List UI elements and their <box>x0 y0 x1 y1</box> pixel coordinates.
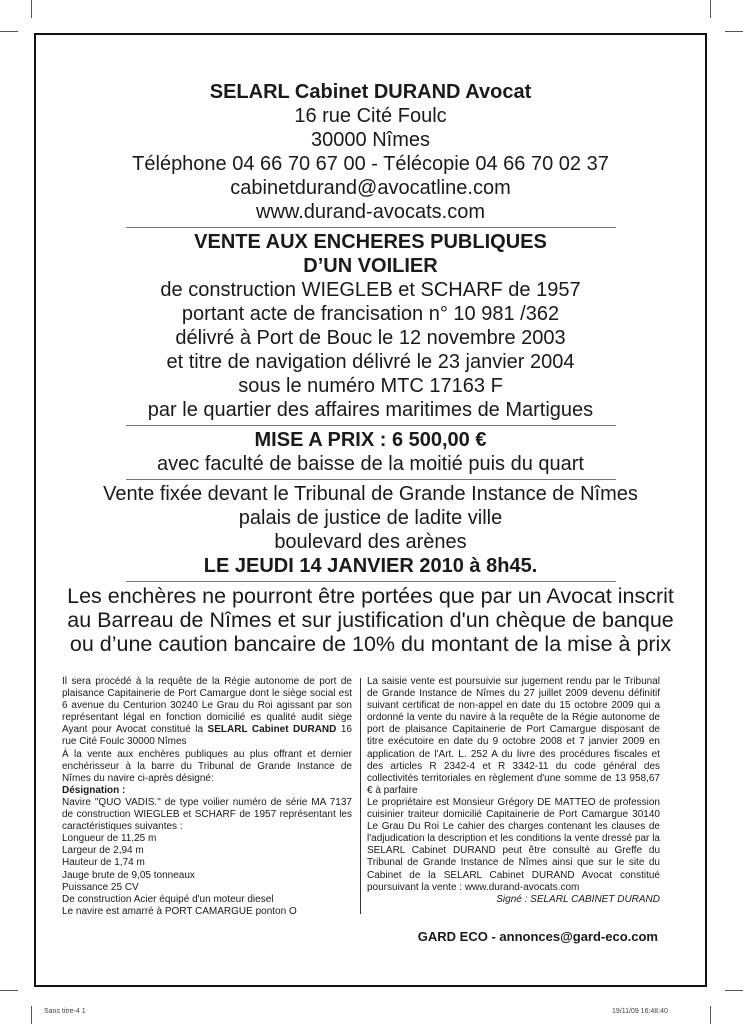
firm-name: SELARL Cabinet DURAND Avocat <box>209 81 532 103</box>
divider <box>126 425 616 426</box>
sale-detail: par le quartier des affaires maritimes de Martigues <box>147 399 594 421</box>
crop-mark <box>0 990 18 991</box>
announcement-header <box>34 80 707 656</box>
sale-date: LE JEUDI 14 JANVIER 2010 à 8h45. <box>203 555 538 577</box>
firm-address-street: 16 rue Cité Foulc <box>294 105 447 127</box>
sale-detail: et titre de navigation délivré le 23 janvier 2004 <box>166 351 575 373</box>
sale-detail: sous le numéro MTC 17163 F <box>238 375 503 397</box>
auction-paragraph: À la vente aux enchères publiques au plus offrant et dernier enchérisseur à la barre du Tribunal de Grande Instance de Nîmes du navire ci-après désigné: <box>62 748 352 784</box>
venue-line: palais de justice de ladite ville <box>238 507 503 529</box>
column-divider <box>360 678 361 914</box>
firm-bold: SELARL Cabinet DURAND <box>207 724 337 736</box>
crop-mark <box>710 0 711 18</box>
firm-website: www.durand-avocats.com <box>256 201 485 223</box>
sale-subtitle: D’UN VOILIER <box>303 255 438 277</box>
firm-email: cabinetdurand@avocatline.com <box>230 177 511 199</box>
crop-mark <box>725 31 743 32</box>
crop-mark <box>0 31 18 32</box>
publication-credit: GARD ECO - annonces@gard-eco.com <box>417 929 658 944</box>
spec-line: Largeur de 2,94 m <box>62 845 144 857</box>
vessel-description: Navire "QUO VADIS." de type voilier numéro de série MA 7137 de construction WIEGLEB et SCHARF de 1957 représentant les caractéristiques suivantes : <box>62 796 352 833</box>
spec-line: Jauge brute de 9,05 tonneaux <box>62 869 195 881</box>
spec-line: Puissance 25 CV <box>62 881 139 893</box>
spec-line: De construction Acier équipé d'un moteur diesel <box>62 893 274 905</box>
sale-title: VENTE AUX ENCHERES PUBLIQUES <box>194 231 547 253</box>
venue-line: Vente fixée devant le Tribunal de Grande Instance de Nîmes <box>103 483 638 505</box>
reserve-price: MISE A PRIX : 6 500,00 € <box>254 429 487 451</box>
seizure-paragraph: La saisie vente est poursuivie sur jugement rendu par le Tribunal de Grande Instance de Nîmes du 27 juillet 2009 devenu définitif suivant certificat de non-appel en date du 15 octobre 2009 qui a ordonné la vente du navire à la requête de la Régie autonome de port de plaisance Capitainerie de Port Camargue disposant de titre exécutoire en date du 9 octobre 2008 et 7 janvier 2009 en application de l'Art. L. 252 A du livre des procédures fiscales et des articles R 2342-4 et R 3342-11 du code général des collectivités territoriales en règlement d'une somme de 13 958,67 € à parfaire <box>367 676 660 796</box>
sale-detail: de construction WIEGLEB et SCHARF de 1957 <box>160 279 581 301</box>
intro-text: Il sera procédé à la requête de la Régie autonome de port de plaisance Capitainerie de Port Camargue dont le siège social est 6 avenue du Centurion 30240 Le Grau du Roi agissant par son représentant légal en fonction domicilié es qualité audit siège Ayant pour Avocat constitué la <box>62 676 352 736</box>
slug-filename: Sans titre-4 1 <box>44 1008 86 1015</box>
firm-address-city: 30000 Nîmes <box>311 129 430 151</box>
divider <box>126 581 616 582</box>
divider <box>126 479 616 480</box>
crop-mark <box>31 0 32 18</box>
slug-timestamp: 19/11/09 16:48:40 <box>612 1008 668 1015</box>
crop-mark <box>725 990 743 991</box>
conditions-line: au Barreau de Nîmes et sur justification d'un chèque de banque <box>67 608 674 632</box>
intro-end: 16 rue Cité Foulc 30000 Nîmes <box>62 724 352 748</box>
designation-label: Désignation : <box>62 784 126 796</box>
spec-line: Longueur de 11,25 m <box>62 833 157 845</box>
intro-paragraph <box>62 676 352 749</box>
divider <box>126 227 616 228</box>
owner-paragraph: Le propriétaire est Monsieur Grégory DE MATTEO de profession cuisinier traiteur domicilié Capitainerie de Port Camargue 30140 Le Grau Du Roi Le cahier des charges contenant les clauses de l'adjudication la description et les conditions la vente dressé par la SELARL Cabinet DURAND peut être consulté au Greffe du Tribunal de Grande Instance de Nîmes ainsi que sur le site du Cabinet de la SELARL Cabinet DURAND Avocat constitué poursuivant la vente : www.durand-avocats.com <box>367 796 660 893</box>
sale-detail: portant acte de francisation n° 10 981 /362 <box>181 303 560 325</box>
venue-line: boulevard des arènes <box>274 531 467 553</box>
spec-line: Le navire est amarré à PORT CAMARGUE ponton O <box>62 905 297 917</box>
right-column <box>367 676 660 906</box>
sale-detail: délivré à Port de Bouc le 12 novembre 2003 <box>175 327 566 349</box>
left-column <box>62 676 352 918</box>
crop-mark <box>710 1006 711 1024</box>
conditions-line: ou d’une caution bancaire de 10% du montant de la mise à prix <box>69 632 672 656</box>
conditions-line: Les enchères ne pourront être portées que par un Avocat inscrit <box>67 584 674 608</box>
spec-line: Hauteur de 1,74 m <box>62 857 145 869</box>
firm-phone-fax: Téléphone 04 66 70 67 00 - Télécopie 04 66 70 02 37 <box>132 153 609 175</box>
reserve-price-note: avec faculté de baisse de la moitié puis du quart <box>157 453 584 475</box>
crop-mark <box>31 1006 32 1024</box>
signature: Signé : SELARL CABINET DURAND <box>496 893 660 905</box>
